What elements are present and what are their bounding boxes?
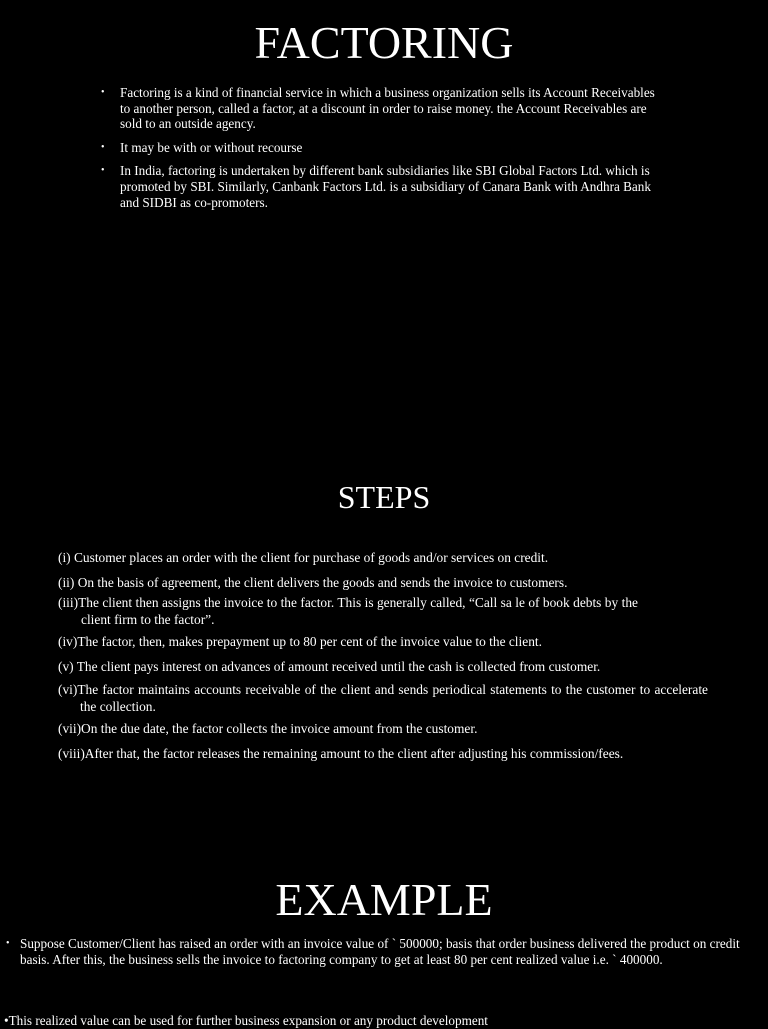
- factoring-bullet-list: [101, 85, 661, 218]
- bullet-item: [6, 936, 764, 967]
- step-item: [58, 720, 708, 737]
- steps-list: [58, 549, 708, 762]
- step-text: (iii)The client then assigns the invoice to the factor. This is generally called, “Call sa le of book debts by the client firm to the factor”.: [58, 595, 638, 627]
- step-text: (v) The client pays interest on advances of amount received until the cash is collected from customer.: [58, 659, 601, 674]
- step-item: [58, 681, 708, 715]
- step-item: [58, 633, 708, 650]
- bullet-text: In India, factoring is undertaken by different bank subsidiaries like SBI Global Factors Ltd. which is promoted by SBI. Similarly, Canbank Factors Ltd. is a subsidiary of Canara Bank with Andhra Bank and SIDBI as co-promoters.: [120, 163, 651, 210]
- slide-title-factoring: FACTORING: [254, 17, 514, 68]
- slide-title-example: EXAMPLE: [275, 874, 493, 925]
- bullet-item: [101, 163, 661, 210]
- bullet-item: [101, 140, 661, 156]
- step-item: [58, 658, 708, 675]
- bullet-text: Factoring is a kind of financial service in which a business organization sells its Account Receivables to another person, called a factor, at a discount in order to raise money. the Account Receivables are sold to an outside agency.: [120, 85, 655, 132]
- step-text: (viii)After that, the factor releases the remaining amount to the client after adjusting his commission/fees.: [58, 746, 624, 761]
- step-text: (iv)The factor, then, makes prepayment up to 80 per cent of the invoice value to the client.: [58, 634, 542, 649]
- step-item: [58, 574, 708, 591]
- slide-title-steps: STEPS: [337, 479, 431, 515]
- step-text: (ii) On the basis of agreement, the client delivers the goods and sends the invoice to customers.: [58, 575, 568, 590]
- example-bullet-list: [6, 936, 764, 975]
- step-item: [58, 594, 708, 628]
- bullet-text: Suppose Customer/Client has raised an order with an invoice value of ` 500000; basis that order business delivered the product on credit basis. After this, the business sells the invoice to factoring company to get at least 80 per cent realized value i.e. ` 400000.: [20, 936, 740, 967]
- step-item: [58, 745, 708, 762]
- step-text: (vii)On the due date, the factor collects the invoice amount from the customer.: [58, 721, 478, 736]
- step-text: (i) Customer places an order with the client for purchase of goods and/or services on credit.: [58, 550, 549, 565]
- step-item: [58, 549, 708, 566]
- bullet-item: [101, 85, 661, 132]
- bullet-text: It may be with or without recourse: [120, 139, 303, 155]
- example-tail-text: •This realized value can be used for further business expansion or any product development: [4, 1013, 488, 1028]
- step-text: (vi)The factor maintains accounts receivable of the client and sends periodical statements to the customer to accelerate the collection.: [58, 682, 708, 714]
